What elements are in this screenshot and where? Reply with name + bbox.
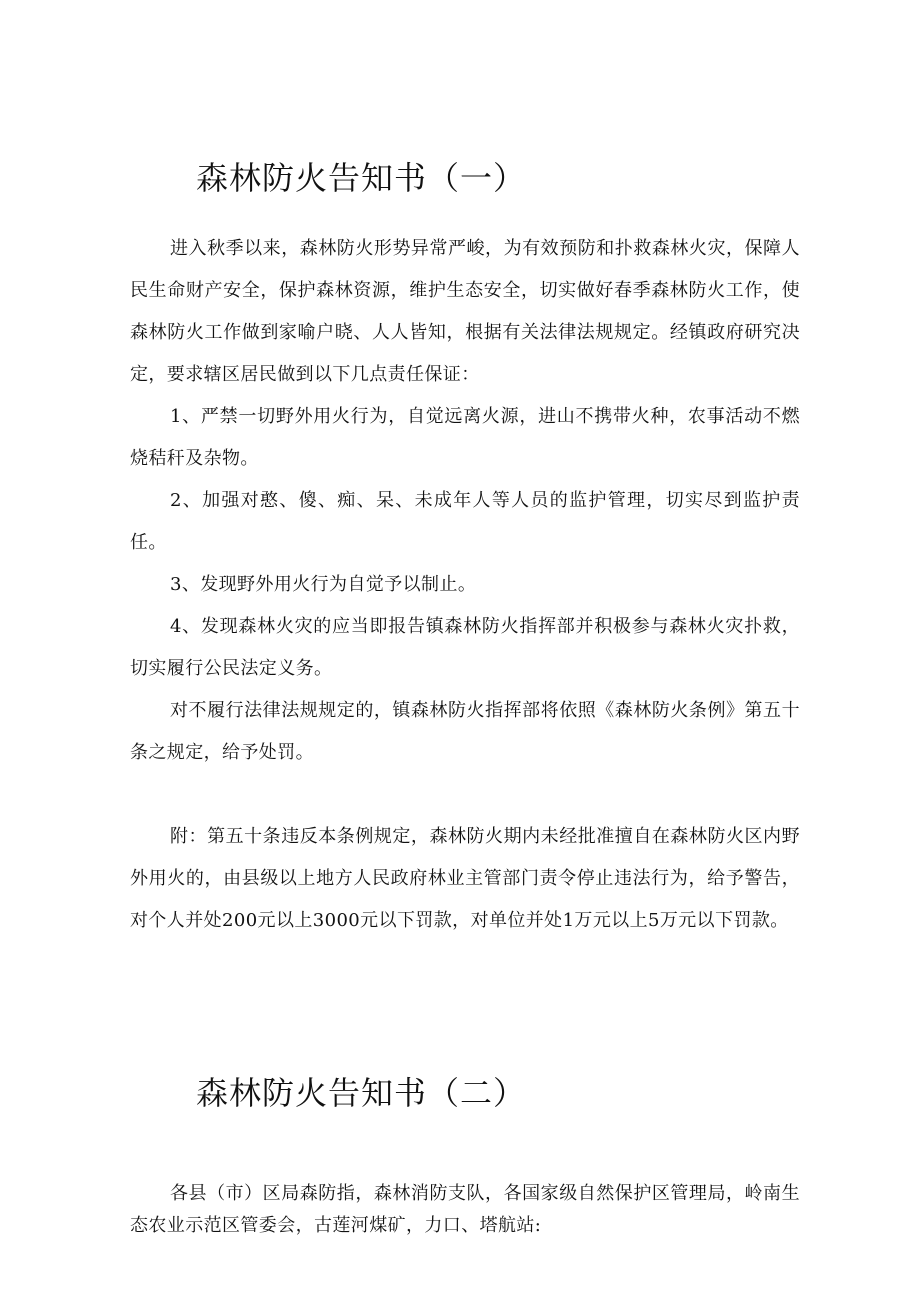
notice-1-penalty: 对不履行法律法规规定的，镇森林防火指挥部将依照《森林防火条例》第五十条之规定，给予处罚。 bbox=[130, 700, 800, 763]
notice-1-intro: 进入秋季以来，森林防火形势异常严峻，为有效预防和扑救森林火灾，保障人民生命财产安全，保护森林资源，维护生态安全，切实做好春季森林防火工作，使森林防火工作做到家喻户晓、人人皆知，根据有关法律法规规定。经镇政府研究决定，要求辖区居民做到以下几点责任保证： bbox=[130, 238, 800, 385]
notice-2-title: 森林防火告知书（二） bbox=[196, 1074, 527, 1112]
notice-1-appendix: 附：第五十条违反本条例规定，森林防火期内未经批准擅自在森林防火区内野外用火的，由县级以上地方人民政府林业主管部门责令停止违法行为，给予警告，对个人并处200元以上3000元以下罚款，对单位并处1万元以上5万元以下罚款。 bbox=[130, 826, 800, 931]
notice-1-item-1: 1、严禁一切野外用火行为，自觉远离火源，进山不携带火种，农事活动不燃烧秸秆及杂物。 bbox=[130, 406, 800, 469]
paragraph-gap bbox=[130, 774, 800, 816]
notice-2-body bbox=[130, 1178, 800, 1242]
notice-1-title: 森林防火告知书（一） bbox=[196, 159, 527, 197]
notice-1-item-2: 2、加强对憨、傻、痴、呆、未成年人等人员的监护管理，切实尽到监护责任。 bbox=[130, 490, 800, 553]
notice-1-item-3: 3、发现野外用火行为自觉予以制止。 bbox=[170, 574, 477, 595]
notice-2-salutation: 各县（市）区局森防指，森林消防支队，各国家级自然保护区管理局，岭南生态农业示范区管委会，古莲河煤矿，力口、塔航站: bbox=[130, 1183, 800, 1236]
notice-1-body bbox=[130, 228, 800, 942]
notice-1-item-4: 4、发现森林火灾的应当即报告镇森林防火指挥部并积极参与森林火灾扑救，切实履行公民法定义务。 bbox=[130, 616, 800, 679]
